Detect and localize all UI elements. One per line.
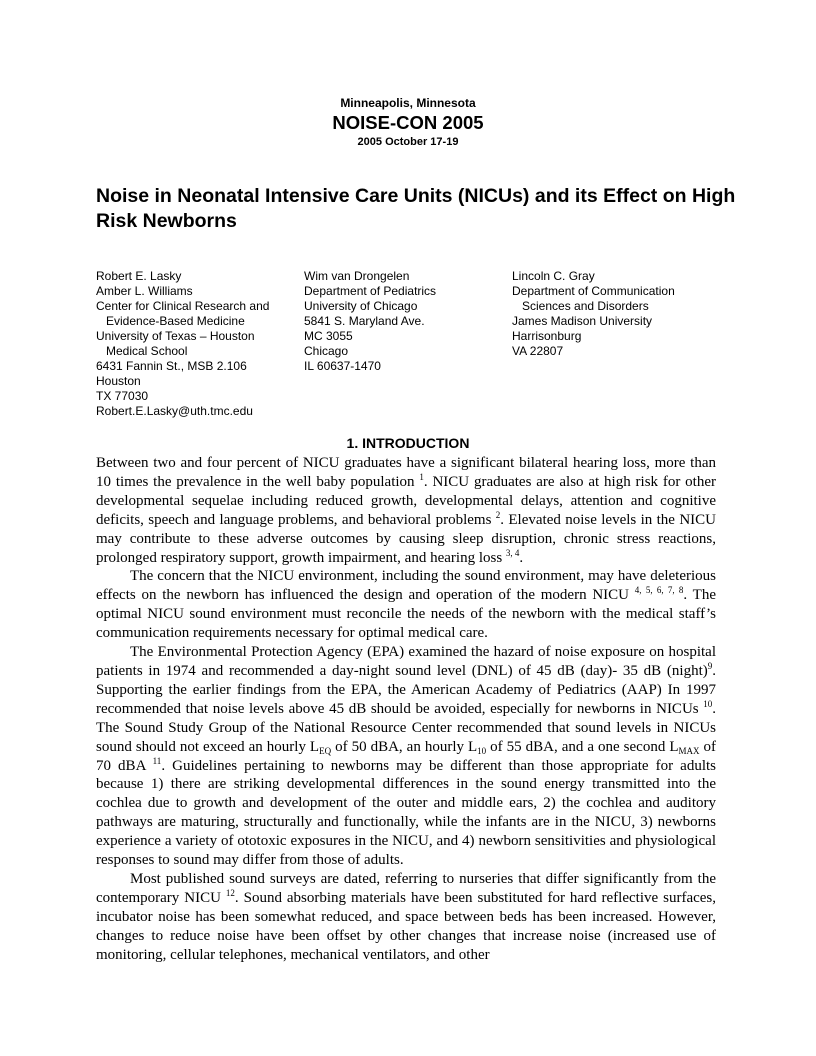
- reference-marker: 2: [495, 509, 501, 520]
- reference-marker: 3, 4: [505, 547, 520, 558]
- paragraph-4: Most published sound surveys are dated, referring to nurseries that differ significantly from the contemporary NICU $^{12}$. Sound absorbing materials have been substituted for hard reflective surfaces, incubator noise has been somewhat reduced, and space between beds has been increased. However, changes to reduce noise have been offset by other changes that increase noise (increased use of monitoring, cellular telephones, mechanical ventilators, and other: [96, 870, 717, 963]
- paragraph-2: The concern that the NICU environment, including the sound environment, may have deleterious effects on the newborn has influenced the design and operation of the modern NICU $^{4, 5, 6, 7, 8}$. The optimal NICU sound environment must reconcile the needs of the newborn with the medical staff’s communication requirements necessary for optimal medical care.: [96, 568, 716, 642]
- subscript: EQ: [319, 745, 332, 756]
- author-column-van-drongelen: [304, 269, 436, 374]
- author-address: 6431 Fannin St., MSB 2.106: [96, 359, 247, 373]
- author-affiliation: University of Texas – Houston: [96, 329, 255, 343]
- author-affiliation: Sciences and Disorders: [522, 299, 649, 313]
- author-affiliation: James Madison University: [512, 314, 653, 328]
- author-affiliation: University of Chicago: [304, 299, 418, 313]
- author-address: 5841 S. Maryland Ave.: [304, 314, 425, 328]
- paper-title: Noise in Neonatal Intensive Care Units (NICUs) and its Effect on High Risk Newborns: [96, 185, 736, 232]
- author-affiliation: Department of Pediatrics: [304, 284, 437, 298]
- section-heading-introduction: 1. INTRODUCTION: [346, 435, 470, 451]
- author-address: Houston: [96, 374, 141, 388]
- paragraph-3: The Environmental Protection Agency (EPA) examined the hazard of noise exposure on hospital patients in 1974 and recommended a day-night sound level (DNL) of 45 dB (day)- 35 dB (night)$^9$. Supporting the earlier findings from the EPA, the American Academy of Pediatrics (AAP) In 1997 recommended that noise levels above 45 dB should be avoided, especially for newborns in NICUs $^{10}$. The Sound Study Group of the National Resource Center recommended that sound levels in NICUs sound should not exceed an hourly $L_{EQ}$ of 50 dBA, an hourly $L_{10}$ of 55 dBA, and a one second $L_{MAX}$ of 70 dBA $^{11}$. Guidelines pertaining to newborns may be different than those appropriate for adults because 1) there are striking developmental differences in the sound energy transmitted into the cochlea due to growth and development of the outer and middle ears, 2) the cochlea and auditory pathways are maturing, structurally and functionally, while the infants are in the NICU, 3) newborns experience a variety of ototoxic exposures in the NICU, and 4) newborn sensitivities and physiological responses to sound may differ from those of adults.: [96, 644, 717, 869]
- author-name: Amber L. Williams: [96, 284, 193, 298]
- author-address: MC 3055: [304, 329, 353, 343]
- author-affiliation: Center for Clinical Research and: [96, 299, 270, 313]
- author-affiliation: Medical School: [106, 344, 188, 358]
- author-column-gray: [512, 269, 675, 359]
- author-name: Lincoln C. Gray: [512, 269, 595, 283]
- author-column-lasky: [96, 269, 269, 419]
- conference-dates: 2005 October 17-19: [357, 136, 459, 148]
- author-affiliation: Evidence-Based Medicine: [106, 314, 245, 328]
- author-address: Chicago: [304, 344, 349, 358]
- reference-marker: 10: [703, 698, 713, 709]
- reference-marker: 4, 5, 6, 7, 8: [634, 585, 684, 596]
- subscript: 10: [477, 745, 487, 756]
- reference-marker: 1: [419, 471, 424, 482]
- conference-location: Minneapolis, Minnesota: [340, 96, 476, 110]
- author-address: Harrisonburg: [512, 329, 582, 343]
- author-name: Wim van Drongelen: [304, 269, 410, 283]
- author-address: IL 60637-1470: [304, 359, 381, 373]
- author-address: TX 77030: [96, 389, 149, 403]
- introduction-body: [96, 454, 716, 964]
- author-address: VA 22807: [512, 344, 564, 358]
- subscript: MAX: [678, 745, 700, 756]
- reference-marker: 9: [707, 660, 713, 671]
- paragraph-1: Between two and four percent of NICU graduates have a significant bilateral hearing loss, more than 10 times the prevalence in the well baby population $^1$. NICU graduates are also at high risk for other developmental sequelae including reduced growth, developmental delays, attention and cognitive deficits, speech and language problems, and behavioral problems $^2$. Elevated noise levels in the NICU may contribute to these adverse outcomes by causing sleep disruption, chronic stress reactions, prolonged respiratory support, growth impairment, and hearing loss $^{3, 4}$.: [96, 455, 716, 566]
- author-email: Robert.E.Lasky@uth.tmc.edu: [96, 404, 253, 418]
- author-name: Robert E. Lasky: [96, 269, 182, 283]
- conference-name: NOISE-CON 2005: [332, 112, 484, 133]
- reference-marker: 12: [225, 887, 235, 898]
- reference-marker: 11: [152, 755, 162, 766]
- author-affiliation: Department of Communication: [512, 284, 675, 298]
